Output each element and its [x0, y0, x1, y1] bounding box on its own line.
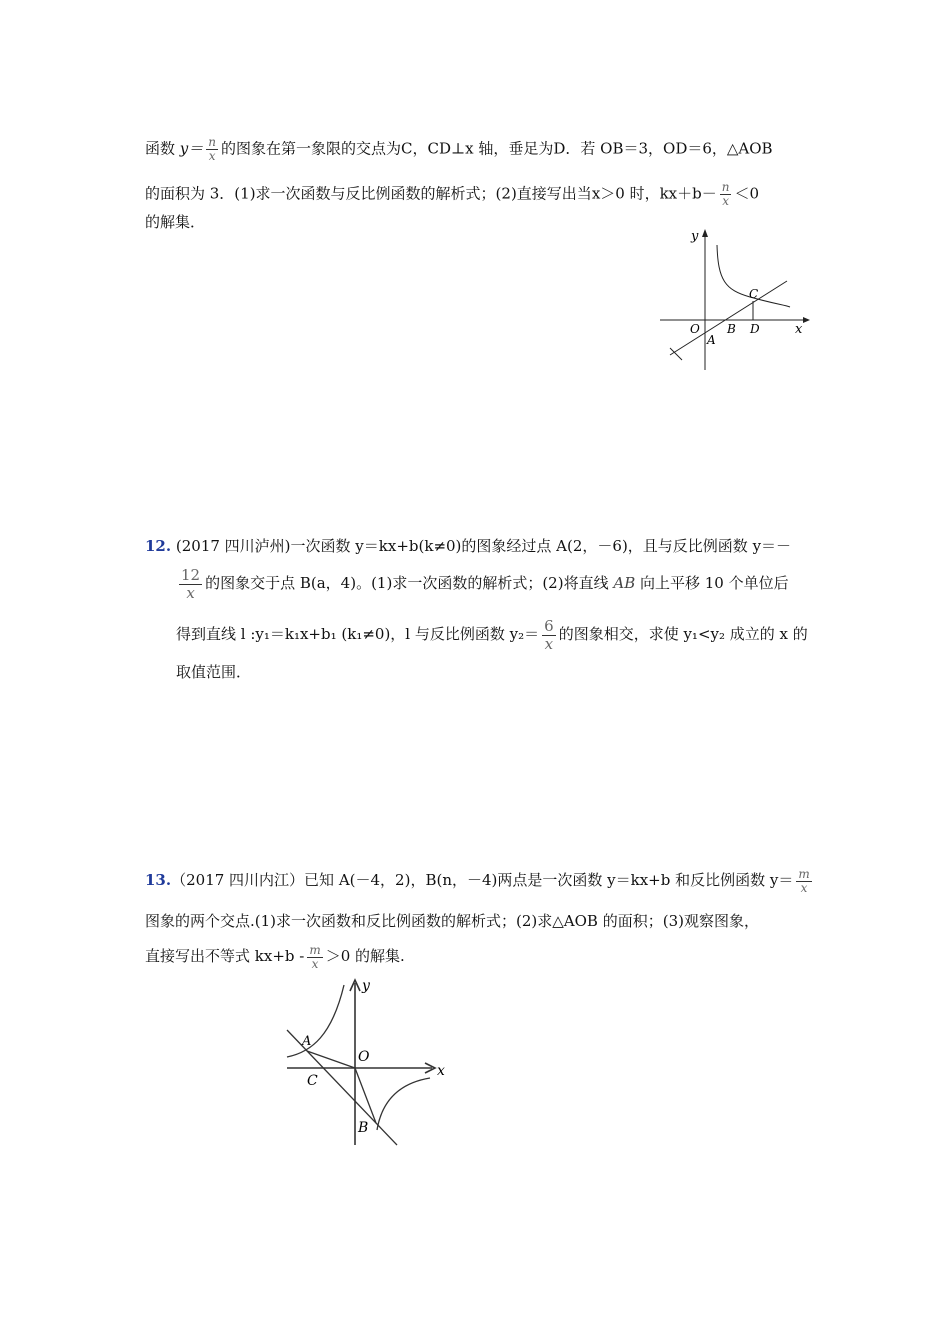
- p11-figure: [655, 225, 815, 375]
- p13-label-o: O: [358, 1049, 370, 1065]
- p11-yeq: y＝: [179, 139, 204, 158]
- p13-line2: 图象的两个交点.(1)求一次函数和反比例函数的解析式；(2)求△AOB 的面积；(3)观察图象，: [145, 912, 759, 930]
- p11-label-a: A: [707, 333, 716, 347]
- p12-fraction-2: [542, 618, 556, 653]
- p12-line3-a: 得到直线 l :y₁＝k₁x+b₁ (k₁≠0)，l 与反比例函数 y₂＝: [176, 625, 540, 643]
- p13-label-b: B: [358, 1120, 369, 1136]
- p13-fraction: [796, 868, 811, 895]
- p11-text-b: 的图象在第一象限的交点为: [221, 139, 402, 158]
- p13-line3-b: ＞0 的解集.: [325, 947, 405, 965]
- p11-line1: [145, 136, 773, 163]
- p12-line1: [145, 536, 791, 556]
- p11-line2-c: ＜0: [734, 184, 760, 203]
- p11-label-o: O: [690, 322, 700, 336]
- p11-line2-b: x＞0 时，kx＋b－: [591, 184, 717, 203]
- p13-label-x: x: [437, 1063, 445, 1079]
- p11-fraction: [206, 136, 218, 163]
- p13-fraction-2: [307, 944, 322, 971]
- p11-frac2-den: x: [720, 194, 732, 208]
- p12-line2-ab: AB: [613, 574, 636, 592]
- p11-frac2-num: n: [721, 180, 730, 194]
- p13-frac2-num: m: [309, 942, 321, 957]
- p12-line2: [176, 563, 789, 603]
- p13-frac2-den: x: [307, 957, 322, 971]
- p11-y-arrow: [702, 229, 708, 237]
- p11-x-arrow: [803, 317, 810, 323]
- p13-label-a: A: [302, 1034, 312, 1049]
- p13-line1: [145, 862, 815, 898]
- p11-line: [670, 281, 787, 355]
- p12-line2-b: 向上平移 10 个单位后: [640, 574, 789, 592]
- p13-line3: [145, 938, 405, 974]
- p12-frac-num: 12: [181, 565, 201, 584]
- p12-line1-text: (2017 四川泸州)一次函数 y＝kx+b(k≠0)的图象经过点 A(2，－6)，且与反比例函数 y＝－: [175, 537, 792, 555]
- p11-frac-num: n: [208, 135, 217, 149]
- p11-label-c: C: [749, 287, 759, 301]
- p13-segment-ao: [307, 1051, 355, 1068]
- p12-line2-a: 的图象交于点 B(a，4)。(1)求一次函数的解析式；(2)将直线: [205, 574, 609, 592]
- p12-frac2-num: 6: [544, 616, 554, 635]
- p13-frac-den: x: [796, 881, 811, 895]
- p11-frac-den: x: [206, 149, 218, 163]
- p13-line3-a: 直接写出不等式 kx+b -: [145, 947, 305, 965]
- p11-fraction-2: [720, 181, 732, 208]
- p12-frac-den: x: [179, 584, 202, 602]
- p11-label-x: x: [795, 322, 803, 337]
- p12-number: 12.: [145, 537, 172, 555]
- p12-line3-b: 的图象相交，求使 y₁<y₂ 成立的 x 的: [558, 625, 808, 643]
- p12-line4: 取值范围．: [176, 663, 252, 681]
- p11-text-d: D．若 OB＝3，OD＝6，△AOB: [553, 139, 773, 158]
- p13-label-y: y: [362, 978, 370, 994]
- p13-figure: [282, 975, 457, 1150]
- p12-line3: [176, 612, 808, 656]
- p11-label-y: y: [691, 229, 699, 244]
- p11-line2-a: 的面积为 3．(1)求一次函数与反比例函数的解析式；(2)直接写出当: [145, 184, 592, 203]
- p13-frac-num: m: [798, 866, 810, 881]
- p13-segment-ob: [355, 1068, 376, 1123]
- p11-label-d: D: [750, 322, 760, 336]
- p13-line1-a: （2017 四川内江）已知 A(－4，2)，B(n，－4)两点是一次函数 y＝kx+b 和反比例函数 y＝: [171, 871, 794, 889]
- p13-label-c: C: [307, 1073, 318, 1089]
- p12-fraction: [179, 567, 202, 602]
- p11-text: 函数: [145, 139, 176, 158]
- p11-line3: 的解集．: [145, 213, 206, 231]
- p11-text-c: C，CD⊥x 轴，垂足为: [401, 139, 554, 158]
- p12-frac2-den: x: [542, 635, 556, 653]
- p11-line2: [145, 181, 759, 208]
- p13-hyperbola-left: [287, 985, 344, 1057]
- p13-number: 13.: [145, 871, 172, 889]
- p11-label-b: B: [727, 322, 736, 336]
- p13-hyperbola-right: [377, 1078, 430, 1130]
